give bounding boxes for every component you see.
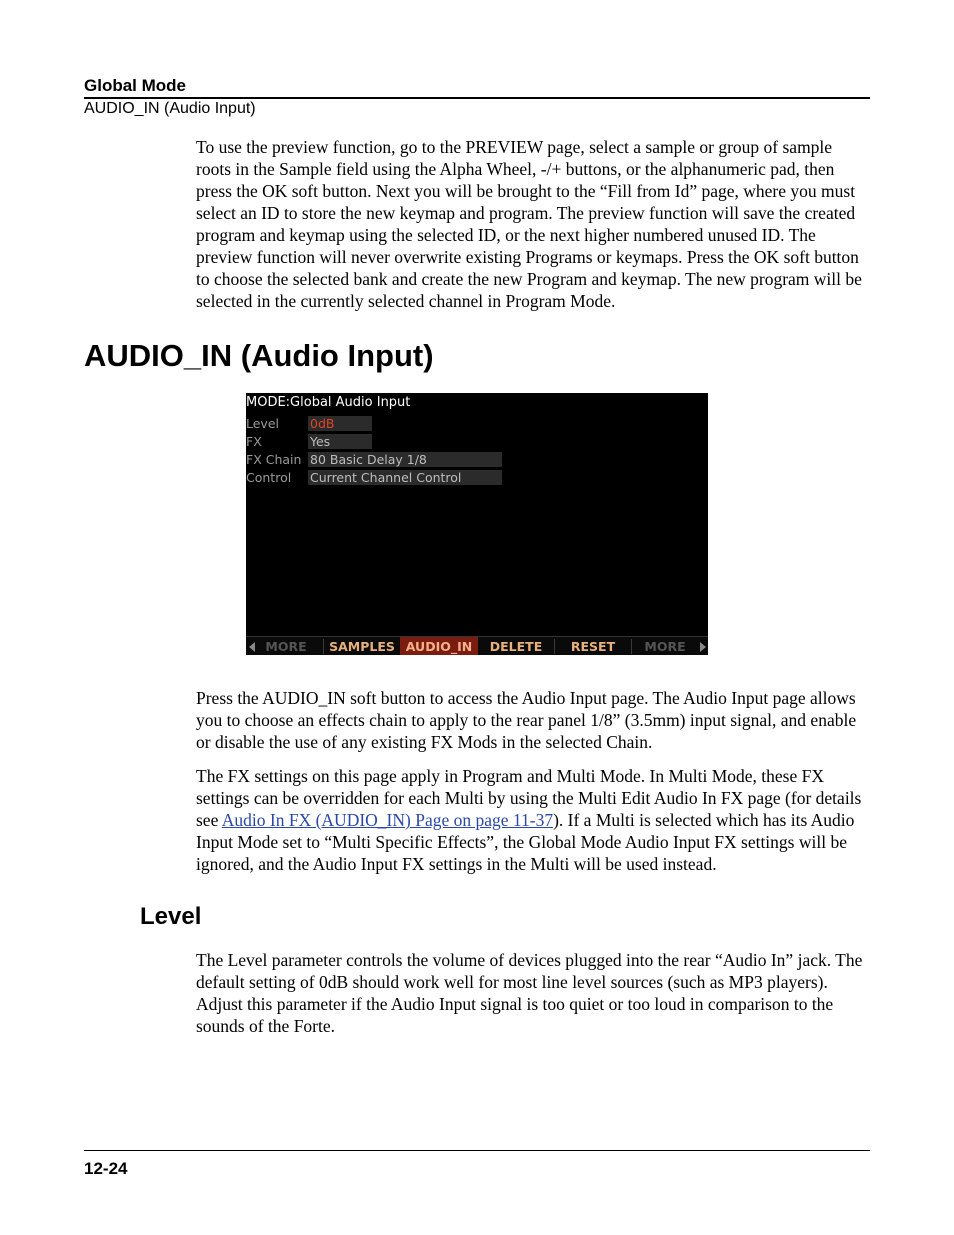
header-subsection-title: AUDIO_IN (Audio Input) <box>84 100 256 117</box>
soft-button-delete[interactable]: DELETE <box>489 639 543 654</box>
level-paragraph: The Level parameter controls the volume of devices plugged into the rear “Audio In” jack. The default setting of 0dB should work well for most line level sources (such as MP3 players). Adjust this parameter if the Audio Input signal is too quiet or too loud in comparison to the sounds of the Forte. <box>196 950 863 1036</box>
right-arrow-icon <box>700 642 706 652</box>
screen-title: MODE:Global Audio Input <box>246 395 411 410</box>
footer-rule <box>84 1150 870 1151</box>
soft-button-samples[interactable]: SAMPLES <box>329 639 395 654</box>
param-value-fx[interactable]: Yes <box>308 434 372 449</box>
soft-button-more-left[interactable]: MORE <box>265 639 307 654</box>
param-label-control: Control <box>246 470 292 485</box>
fx-text-before: The FX settings on this page apply in Program and Multi Mode. In Multi Mode, these FX settings can be overridden for each Multi by using the Multi Edit Audio In FX page (for details see <box>196 766 862 830</box>
page-number: 12-24 <box>84 1159 128 1178</box>
param-label-fx: FX <box>246 434 262 449</box>
level-heading: Level <box>140 903 202 930</box>
fx-text-after: ). If a Multi is selected which has its Audio Input Mode set to “Multi Specific Effects”, the Global Mode Audio Input FX settings will be ignored, and the Audio Input FX settings in the Multi will be used instead. <box>196 810 855 874</box>
audio-input-screen <box>246 393 708 655</box>
soft-button-bar <box>246 636 708 655</box>
left-arrow-icon <box>249 642 255 652</box>
param-label-level: Level <box>246 416 279 431</box>
param-value-control[interactable]: Current Channel Control <box>308 470 502 485</box>
param-label-fx-chain: FX Chain <box>246 452 302 467</box>
header-section-title: Global Mode <box>84 76 186 95</box>
param-value-fx-chain[interactable]: 80 Basic Delay 1/8 <box>308 452 502 467</box>
intro-paragraph: To use the preview function, go to the PREVIEW page, select a sample or group of sample roots in the Sample field using the Alpha Wheel, -/+ buttons, or the alphanumeric pad, then press the OK soft button. Next you will be brought to the “Fill from Id” page, where you must select an ID to store the new keymap and program. The preview function will save the created program and keymap using the selected ID, or the next higher numbered unused ID. The preview function will never overwrite existing Programs or keymaps. Press the OK soft button to choose the selected bank and create the new Program and keymap. The new program will be selected in the currently selected channel in Program Mode. <box>196 137 862 311</box>
fx-settings-paragraph <box>196 765 871 875</box>
page-heading: AUDIO_IN (Audio Input) <box>84 338 434 373</box>
param-value-level[interactable]: 0dB <box>308 416 372 431</box>
soft-button-audio-in[interactable]: AUDIO_IN <box>400 637 478 655</box>
audio-in-fx-link[interactable]: Audio In FX (AUDIO_IN) Page on page 11-37 <box>221 810 554 830</box>
soft-button-more-right[interactable]: MORE <box>644 639 686 654</box>
header-rule <box>84 97 870 99</box>
audio-in-description: Press the AUDIO_IN soft button to access the Audio Input page. The Audio Input page allows you to choose an effects chain to apply to the rear panel 1/8” (3.5mm) input signal, and enable or disable the use of any existing FX Mods in the selected Chain. <box>196 688 857 752</box>
soft-button-reset[interactable]: RESET <box>570 639 616 654</box>
